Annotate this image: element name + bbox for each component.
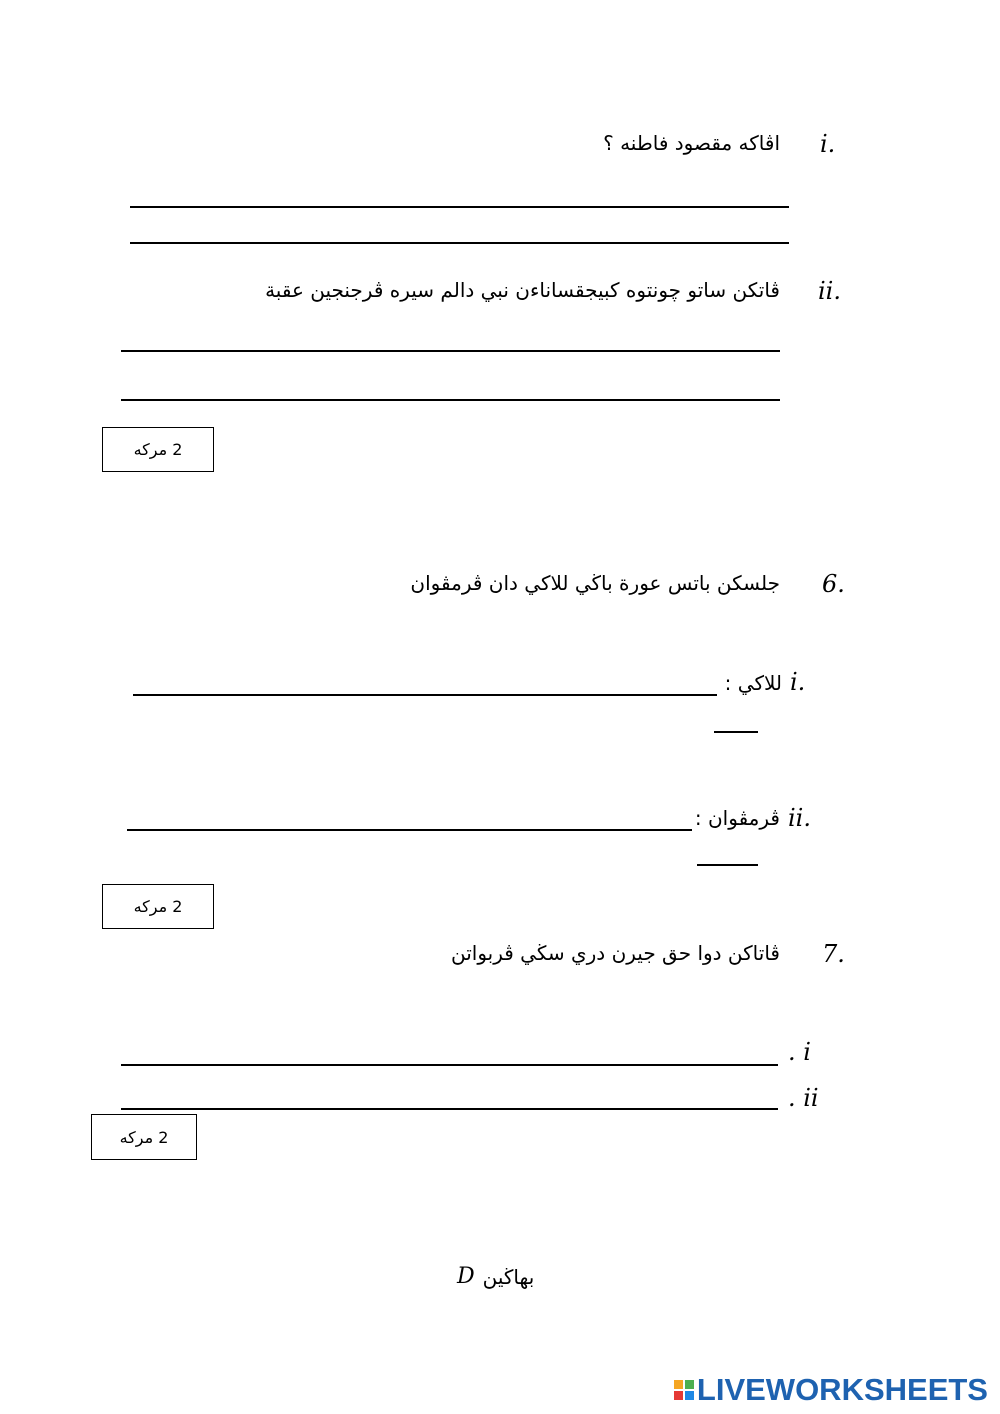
q5-i-question: اڤاكه مقصود فاطنه ؟	[603, 131, 780, 155]
logo-text: LIVEWORKSHEETS	[696, 1372, 988, 1407]
q5-i-answer-line-2[interactable]	[130, 242, 789, 244]
q6-i-number: i.	[790, 668, 806, 696]
q7-ii-answer-line[interactable]	[121, 1108, 778, 1110]
q7-question: ڤاتاكن دوا حق جيرن دري سڬي ڤربواتن	[450, 941, 780, 965]
q7-ii-number: . ii	[788, 1084, 819, 1112]
q5-i-answer-line-1[interactable]	[130, 206, 789, 208]
q5-marks-box	[102, 427, 214, 472]
q6-i-answer-line[interactable]	[133, 694, 717, 696]
section-heading	[457, 1264, 534, 1289]
q7-i-number: . i	[788, 1038, 811, 1066]
section-word: بهاڬين	[482, 1264, 535, 1289]
q6-i-label: للاكي :	[724, 671, 782, 695]
q7-i-answer-line[interactable]	[121, 1064, 778, 1066]
q7-marks-box	[91, 1114, 197, 1160]
q5-ii-question: ڤاتكن ساتو چونتوه كبيجقساناءن نبي دالم سيره ڤرجنجين عقبة	[265, 278, 780, 302]
logo-squares-icon	[674, 1380, 694, 1400]
q6-marks-box	[102, 884, 214, 929]
q6-ii-answer-line-continued[interactable]	[697, 864, 758, 866]
q5-i-number: i.	[820, 130, 836, 158]
q5-ii-answer-line-1[interactable]	[121, 350, 780, 352]
q6-ii-label: ڤرمڤوان :	[694, 806, 780, 830]
q6-i-answer-line-continued[interactable]	[714, 731, 758, 733]
q7-number: 7.	[822, 940, 845, 968]
q5-marks-label: 2 مركه	[133, 440, 183, 459]
section-letter: D	[457, 1264, 475, 1289]
liveworksheets-logo[interactable]	[674, 1371, 988, 1409]
q5-ii-number: ii.	[818, 277, 841, 305]
q6-ii-number: ii.	[788, 804, 811, 832]
q6-marks-label: 2 مركه	[133, 897, 183, 916]
q7-marks-label: 2 مركه	[119, 1127, 169, 1147]
q6-question: جلسكن باتس عورة باڬي للاكي دان ڤرمڤوان	[410, 571, 780, 595]
q5-ii-answer-line-2[interactable]	[121, 399, 780, 401]
q6-ii-answer-line[interactable]	[127, 829, 692, 831]
q6-number: 6.	[822, 570, 845, 598]
